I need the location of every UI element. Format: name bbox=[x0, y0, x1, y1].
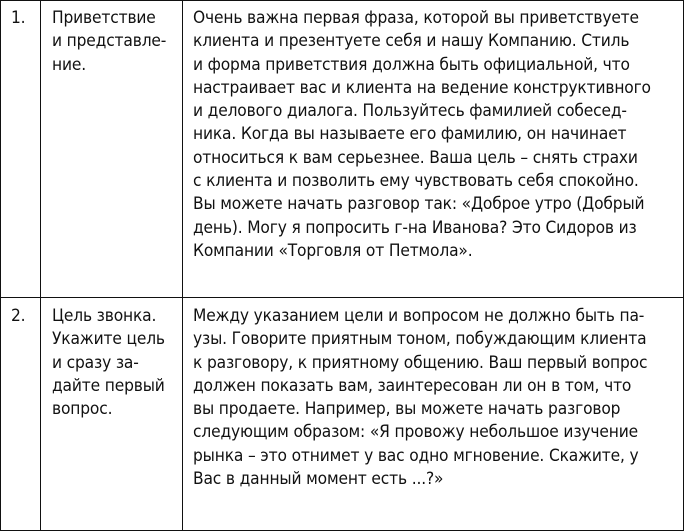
row-title-cell bbox=[41, 298, 183, 531]
row-text-cell bbox=[183, 1, 684, 298]
row-title: Цель звонка. Укажите цель и сразу за- дайте первый вопрос. bbox=[52, 306, 165, 420]
row-number-cell bbox=[1, 298, 41, 531]
row-text: Очень важна первая фраза, которой вы приветствуете клиента и презентуете себя и нашу Компанию. Стиль и форма приветствия должна быть официальной, что настраивает вас и клиента на ведение конструктивного и делового диалога. Пользуйтесь фамилией собесед- ника. Когда вы называете его фамилию, он начинает относиться к вам серьезнее. Ваша цель – снять страхи с клиента и позволить ему чувствовать себя спокойно. Вы можете начать разговор так: «Доброе утро (Добрый день). Могу я попросить г-на Иванова? Это Сидоров из Компании «Торговля от Петмола». bbox=[193, 8, 651, 261]
table-row bbox=[1, 298, 684, 531]
row-number-cell bbox=[1, 1, 41, 298]
row-number: 2. bbox=[11, 306, 26, 326]
row-number: 1. bbox=[11, 8, 26, 28]
row-text: Между указанием цели и вопросом не должно быть па- узы. Говорите приятным тоном, побуждающим клиента к разговору, к приятному общению. Ваш первый вопрос должен показать вам, заинтересован ли он в том, что вы продаете. Например, вы можете начать разговор следующим образом: «Я провожу небольшое изучение рынка – это отнимет у вас одно мгновение. Скажите, у Вас в данный момент есть ...?» bbox=[193, 306, 648, 490]
row-title-cell bbox=[41, 1, 183, 298]
row-text-cell bbox=[183, 298, 684, 531]
table-row bbox=[1, 1, 684, 298]
row-title: Приветствие и представле- ние. bbox=[52, 8, 167, 75]
